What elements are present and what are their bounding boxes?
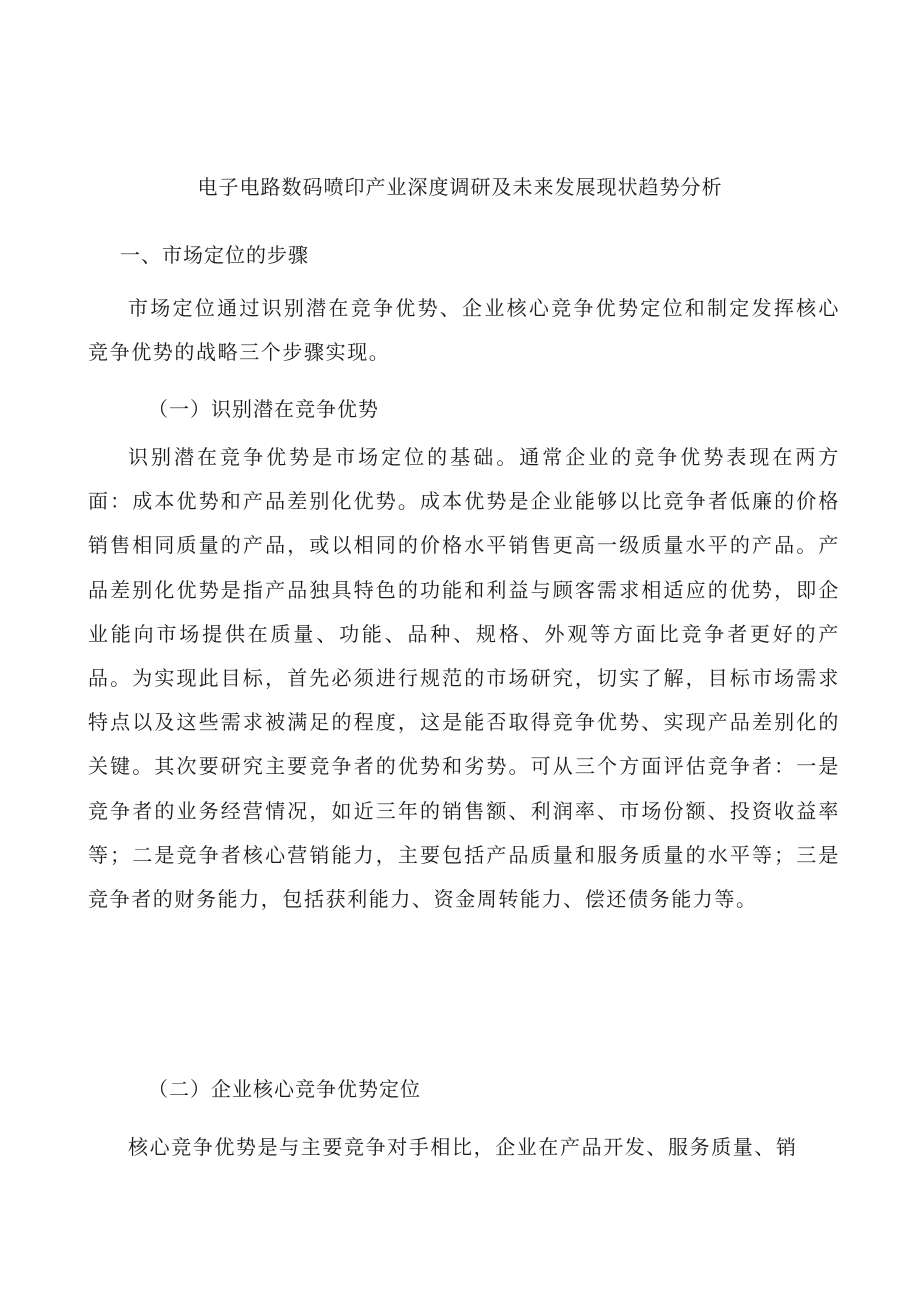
subsection-body-identify-advantages: 识别潜在竞争优势是市场定位的基础。通常企业的竞争优势表现在两方面：成本优势和产品差别化优势。成本优势是企业能够以比竞争者低廉的价格销售相同质量的产品，或以相同的价格水平销售更高一级质量水平的产品。产品差别化优势是指产品独具特色的功能和利益与顾客需求相适应的优势，即企业能向市场提供在质量、功能、品种、规格、外观等方面比竞争者更好的产品。为实现此目标，首先必须进行规范的市场研究，切实了解，目标市场需求特点以及这些需求被满足的程度，这是能否取得竞争优势、实现产品差别化的关键。其次要研究主要竞争者的优势和劣势。可从三个方面评估竞争者：一是竞争者的业务经营情况，如近三年的销售额、利润率、市场份额、投资收益率等；二是竞争者核心营销能力，主要包括产品质量和服务质量的水平等；三是竞争者的财务能力，包括获利能力、资金周转能力、偿还债务能力等。	[88, 445, 840, 912]
section-heading-market-positioning-steps: 一、市场定位的步骤	[120, 243, 309, 267]
subsection-heading-core-advantage-positioning: （二）企业核心竞争优势定位	[148, 1077, 421, 1101]
subsection-body-core-advantage-positioning: 核心竞争优势是与主要竞争对手相比，企业在产品开发、服务质量、销	[128, 1135, 798, 1159]
document-title: 电子电路数码喷印产业深度调研及未来发展现状趋势分析	[197, 175, 723, 199]
section-intro-paragraph: 市场定位通过识别潜在竞争优势、企业核心竞争优势定位和制定发挥核心竞争优势的战略三个步骤实现。	[88, 296, 840, 365]
subsection-heading-identify-advantages: （一）识别潜在竞争优势	[148, 397, 379, 421]
